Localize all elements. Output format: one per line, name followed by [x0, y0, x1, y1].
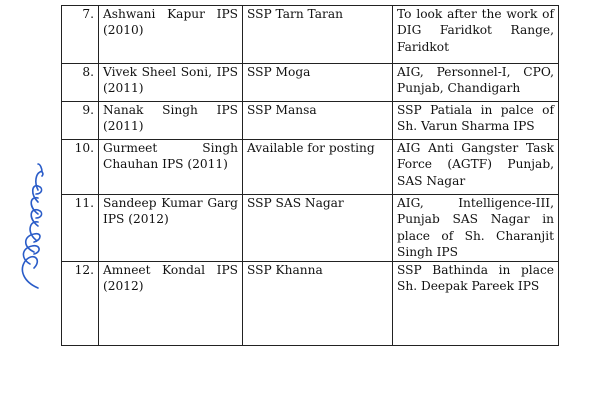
table-row	[62, 102, 559, 140]
table-row	[62, 262, 559, 346]
serial-number-cell: 8.	[62, 64, 99, 102]
present-posting-cell: SSP Moga	[243, 64, 393, 102]
present-posting-cell: SSP Mansa	[243, 102, 393, 140]
officer-name-cell: Amneet Kondal IPS (2012)	[99, 262, 243, 346]
officer-name-cell: Nanak Singh IPS (2011)	[99, 102, 243, 140]
new-posting-cell: AIG Anti Gangster Task Force (AGTF) Punjab, SAS Nagar	[393, 140, 559, 195]
present-posting-cell: Available for posting	[243, 140, 393, 195]
postings-table	[61, 5, 559, 346]
table-row	[62, 195, 559, 262]
serial-number-cell: 11.	[62, 195, 99, 262]
officer-name-cell: Ashwani Kapur IPS (2010)	[99, 6, 243, 64]
serial-number-cell: 10.	[62, 140, 99, 195]
table-row	[62, 64, 559, 102]
new-posting-cell: SSP Bathinda in place Sh. Deepak Pareek IPS	[393, 262, 559, 346]
present-posting-cell: SSP SAS Nagar	[243, 195, 393, 262]
serial-number-cell: 12.	[62, 262, 99, 346]
new-posting-cell: SSP Patiala in palce of Sh. Varun Sharma IPS	[393, 102, 559, 140]
officer-name-cell: Sandeep Kumar Garg IPS (2012)	[99, 195, 243, 262]
serial-number-cell: 9.	[62, 102, 99, 140]
officer-name-cell: Vivek Sheel Soni, IPS (2011)	[99, 64, 243, 102]
new-posting-cell: AIG, Personnel-I, CPO, Punjab, Chandigarh	[393, 64, 559, 102]
new-posting-cell: To look after the work of DIG Faridkot Range, Faridkot	[393, 6, 559, 64]
present-posting-cell: SSP Tarn Taran	[243, 6, 393, 64]
table-row	[62, 140, 559, 195]
new-posting-cell: AIG, Intelligence-III, Punjab SAS Nagar in place of Sh. Charanjit Singh IPS	[393, 195, 559, 262]
table-row	[62, 6, 559, 64]
officer-name-cell: Gurmeet Singh Chauhan IPS (2011)	[99, 140, 243, 195]
handwritten-signature	[8, 160, 50, 292]
serial-number-cell: 7.	[62, 6, 99, 64]
present-posting-cell: SSP Khanna	[243, 262, 393, 346]
